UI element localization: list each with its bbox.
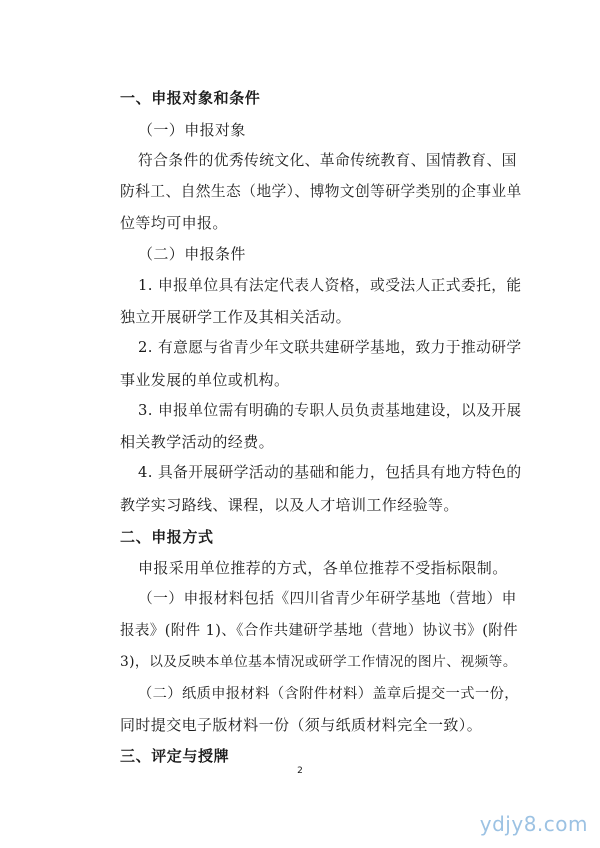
paragraph-line: 相关教学活动的经费。 (120, 433, 275, 451)
paragraph-line: 同时提交电子版材料一份（须与纸质材料完全一致）。 (120, 716, 483, 734)
paragraph-line: 报表》(附件 1)、《合作共建研学基地（营地）协议书》(附件 (120, 623, 519, 639)
paragraph-line: 防科工、自然生态（地学）、博物文创等研学类别的企事业单 (120, 183, 522, 200)
section-heading-3: 三、评定与授牌 (120, 747, 230, 765)
paragraph-line: 位等均可申报。 (120, 214, 228, 232)
site-watermark: ydjy8.com (479, 812, 588, 836)
paragraph-line: 申报采用单位推荐的方式，各单位推荐不受指标限制。 (138, 559, 508, 577)
paragraph-line: 事业发展的单位或机构。 (120, 371, 290, 389)
paragraph-line: 4. 具备开展研学活动的基础和能力，包括具有地方特色的 (138, 464, 522, 481)
subheading-1-1: （一）申报对象 (138, 121, 246, 139)
paragraph-line: 独立开展研学工作及其相关活动。 (120, 308, 352, 326)
paragraph-line: 2. 有意愿与省青少年文联共建研学基地，致力于推动研学 (138, 339, 522, 356)
paragraph-line: 3)，以及反映本单位基本情况或研学工作情况的图片、视频等。 (120, 654, 517, 670)
paragraph-line: 3. 申报单位需有明确的专职人员负责基地建设，以及开展 (138, 402, 522, 419)
page-number: 2 (297, 766, 303, 776)
paragraph-line: （二）纸质申报材料（含附件材料）盖章后提交一式一份， (138, 686, 519, 702)
section-heading-2: 二、申报方式 (120, 528, 214, 546)
paragraph-line: 教学实习路线、课程，以及人才培训工作经验等。 (120, 496, 459, 514)
section-heading-1: 一、申报对象和条件 (120, 89, 261, 107)
paragraph-line: 符合条件的优秀传统文化、革命传统教育、国情教育、国 (138, 152, 517, 169)
paragraph-line: （一）申报材料包括《四川省青少年研学基地（营地）申 (138, 590, 517, 607)
paragraph-line: 1. 申报单位具有法定代表人资格，或受法人正式委托，能 (138, 277, 522, 294)
subheading-1-2: （二）申报条件 (138, 245, 246, 263)
